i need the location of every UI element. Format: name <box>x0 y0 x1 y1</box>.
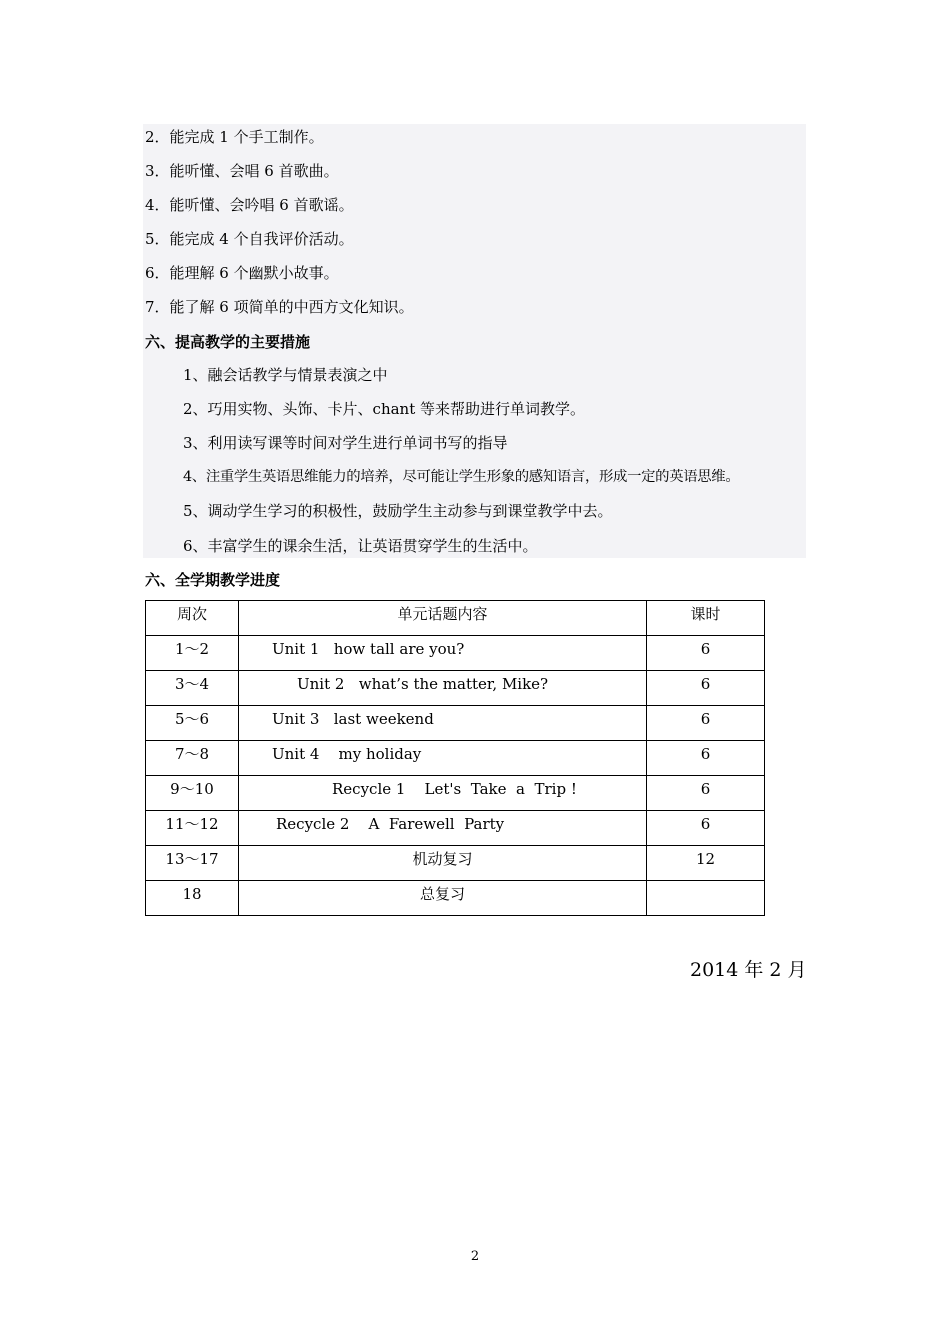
hours-cell: 6 <box>647 636 765 671</box>
table-row <box>146 881 765 916</box>
document-date: 2014 年 2 月 <box>690 959 807 981</box>
hours-cell: 6 <box>647 811 765 846</box>
page-number: 2 <box>470 1249 480 1264</box>
table-row <box>146 811 765 846</box>
week-cell: 5～6 <box>146 706 239 741</box>
measure-item: 2、巧用实物、头饰、卡片、chant 等来帮助进行单词教学。 <box>183 400 586 418</box>
week-cell: 9～10 <box>146 776 239 811</box>
topic-cell: 总复习 <box>239 881 647 916</box>
table-header-row <box>146 601 765 636</box>
goal-item: 7．能了解 6 项简单的中西方文化知识。 <box>145 298 414 316</box>
topic-cell: 机动复习 <box>239 846 647 881</box>
topic-cell: Unit 4 my holiday <box>239 741 647 776</box>
table-row <box>146 846 765 881</box>
topic-cell: Unit 2 what’s the matter, Mike? <box>239 671 647 706</box>
measure-item: 6、丰富学生的课余生活，让英语贯穿学生的生活中。 <box>183 537 538 555</box>
schedule-table <box>145 600 765 916</box>
topic-cell: Unit 3 last weekend <box>239 706 647 741</box>
goal-item: 2．能完成 1 个手工制作。 <box>145 128 324 146</box>
table-row <box>146 741 765 776</box>
hours-cell: 12 <box>647 846 765 881</box>
header-hours: 课时 <box>647 601 765 636</box>
goal-item: 6．能理解 6 个幽默小故事。 <box>145 264 339 282</box>
goal-item: 3．能听懂、会唱 6 首歌曲。 <box>145 162 339 180</box>
header-week: 周次 <box>146 601 239 636</box>
header-topic: 单元话题内容 <box>239 601 647 636</box>
week-cell: 1～2 <box>146 636 239 671</box>
topic-cell: Unit 1 how tall are you? <box>239 636 647 671</box>
table-row <box>146 706 765 741</box>
week-cell: 7～8 <box>146 741 239 776</box>
schedule-heading: 六、全学期教学进度 <box>145 571 281 589</box>
goal-item: 5．能完成 4 个自我评价活动。 <box>145 230 354 248</box>
measure-item: 5、调动学生学习的积极性，鼓励学生主动参与到课堂教学中去。 <box>183 502 613 520</box>
table-row <box>146 636 765 671</box>
week-cell: 11～12 <box>146 811 239 846</box>
goal-item: 4．能听懂、会吟唱 6 首歌谣。 <box>145 196 354 214</box>
hours-cell: 6 <box>647 741 765 776</box>
topic-cell: Recycle 1 Let's Take a Trip ! <box>239 776 647 811</box>
table-row <box>146 776 765 811</box>
hours-cell: 6 <box>647 706 765 741</box>
measure-item: 1、融会话教学与情景表演之中 <box>183 366 388 384</box>
measures-heading: 六、提高教学的主要措施 <box>145 333 311 351</box>
hours-cell: 6 <box>647 776 765 811</box>
topic-cell: Recycle 2 A Farewell Party <box>239 811 647 846</box>
table-row <box>146 671 765 706</box>
measure-item: 4、注重学生英语思维能力的培养，尽可能让学生形象的感知语言，形成一定的英语思维。 <box>183 469 740 485</box>
measure-item: 3、利用读写课等时间对学生进行单词书写的指导 <box>183 434 508 452</box>
week-cell: 13～17 <box>146 846 239 881</box>
week-cell: 3～4 <box>146 671 239 706</box>
hours-cell: 6 <box>647 671 765 706</box>
hours-cell <box>647 881 765 916</box>
week-cell: 18 <box>146 881 239 916</box>
